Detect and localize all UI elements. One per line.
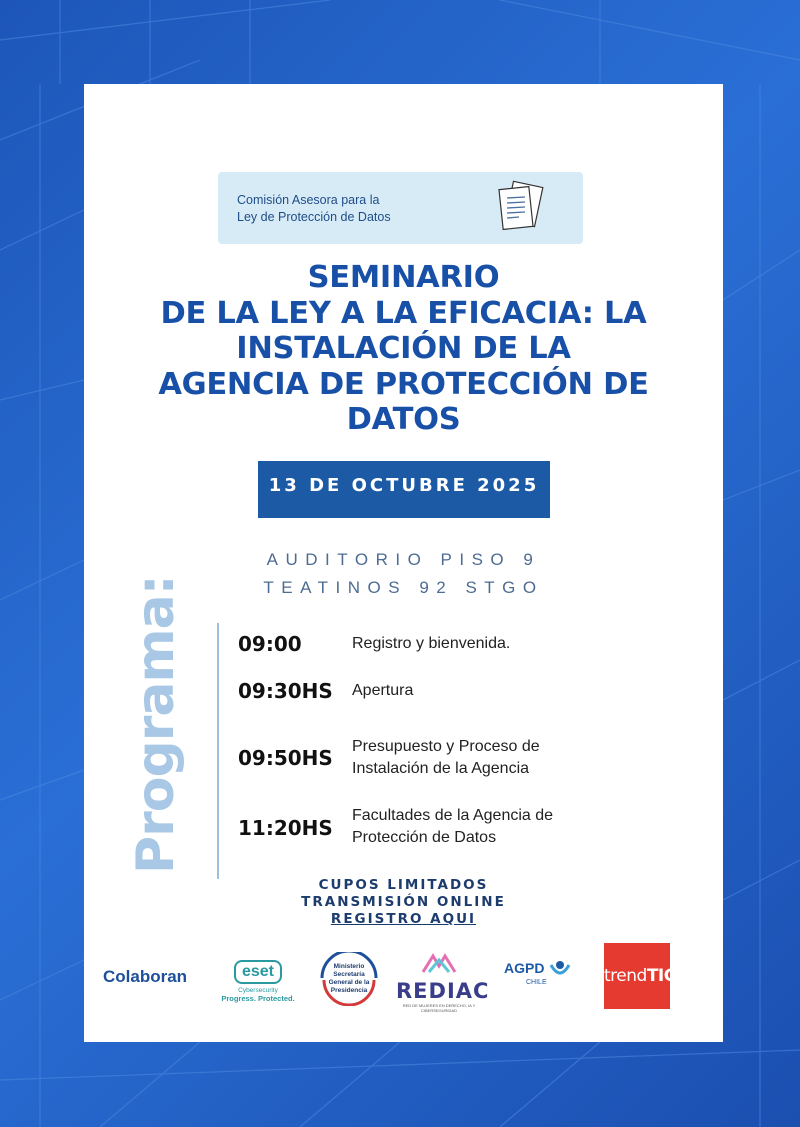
trendtic-part-2: TIC — [646, 966, 676, 986]
eset-wordmark: eset — [234, 960, 282, 984]
agpd-chile-text: CHILE — [526, 979, 547, 986]
title-line-1: SEMINARIO — [307, 260, 500, 295]
documents-icon — [495, 180, 545, 234]
program-desc-1 — [352, 633, 510, 655]
program-desc-3-line-2: Instalación de la Agencia — [352, 760, 530, 777]
program-desc-4 — [352, 805, 553, 849]
agpd-chile-logo — [504, 959, 579, 986]
minseg-line-3: General de la — [328, 979, 370, 986]
sponsors-label: Colaboran — [103, 967, 188, 986]
title-line-5: DATOS — [346, 402, 461, 437]
rediac-tagline: RED DE MUJERES EN DERECHO, IA Y CIBERSEGURIDAD — [402, 1003, 476, 1013]
program-desc-4-line-2: Protección de Datos — [352, 829, 497, 846]
commission-line-1: Comisión Asesora para la — [237, 193, 380, 207]
title-line-4: AGENCIA DE PROTECCIÓN DE — [158, 366, 649, 402]
program-time-1: 09:00 — [238, 632, 302, 656]
minseg-line-1: Ministerio — [333, 963, 365, 970]
commission-line-2: Ley de Protección de Datos — [237, 210, 391, 224]
registration-link[interactable]: REGISTRO AQUI — [330, 911, 477, 927]
program-time-4: 11:20HS — [238, 816, 333, 840]
program-desc-4-line-1: Facultades de la Agencia de — [352, 807, 554, 824]
ministerio-segpres-logo — [318, 952, 380, 1006]
program-time-3: 09:50HS — [238, 746, 333, 770]
poster-card — [84, 84, 723, 1042]
minseg-line-2: Secretaría — [333, 971, 365, 978]
seminar-title — [84, 260, 723, 438]
eset-tagline-2: Progress. Protected. — [221, 994, 295, 1003]
rediac-emblem-icon — [419, 952, 459, 974]
title-line-2: DE LA LEY A LA EFICACIA: LA — [160, 295, 647, 331]
cupos-limitados: CUPOS LIMITADOS — [318, 877, 489, 893]
event-date: 13 DE OCTUBRE 2025 — [258, 461, 550, 518]
commission-banner — [218, 172, 583, 244]
rediac-wordmark: REDIAC — [396, 979, 490, 1003]
registration-info — [84, 877, 723, 928]
venue-line-2: TEATINOS 92 STGO — [263, 578, 544, 597]
rediac-logo — [396, 952, 490, 1013]
program-desc-2-line: Apertura — [352, 682, 414, 699]
program-desc-3-line-1: Presupuesto y Proceso de — [352, 738, 540, 755]
program-desc-1-line: Registro y bienvenida. — [352, 635, 511, 652]
transmision-online: TRANSMISIÓN ONLINE — [301, 894, 506, 910]
minseg-line-4: Presidencia — [330, 987, 368, 994]
eset-tagline-1: Cybersecurity — [238, 987, 278, 994]
agpd-person-icon — [549, 959, 571, 979]
program-divider — [217, 623, 219, 879]
program-time-2: 09:30HS — [238, 679, 333, 703]
program-desc-3 — [352, 736, 540, 780]
program-desc-2 — [352, 680, 413, 702]
venue-line-1: AUDITORIO PISO 9 — [266, 550, 541, 569]
agpd-wordmark: AGPD — [504, 960, 545, 977]
trendtic-part-1: trend — [604, 966, 647, 986]
eset-logo — [218, 960, 298, 1003]
program-heading: Programa: — [126, 575, 186, 874]
title-line-3: INSTALACIÓN DE LA — [236, 331, 571, 366]
trendtic-logo — [604, 943, 676, 1009]
